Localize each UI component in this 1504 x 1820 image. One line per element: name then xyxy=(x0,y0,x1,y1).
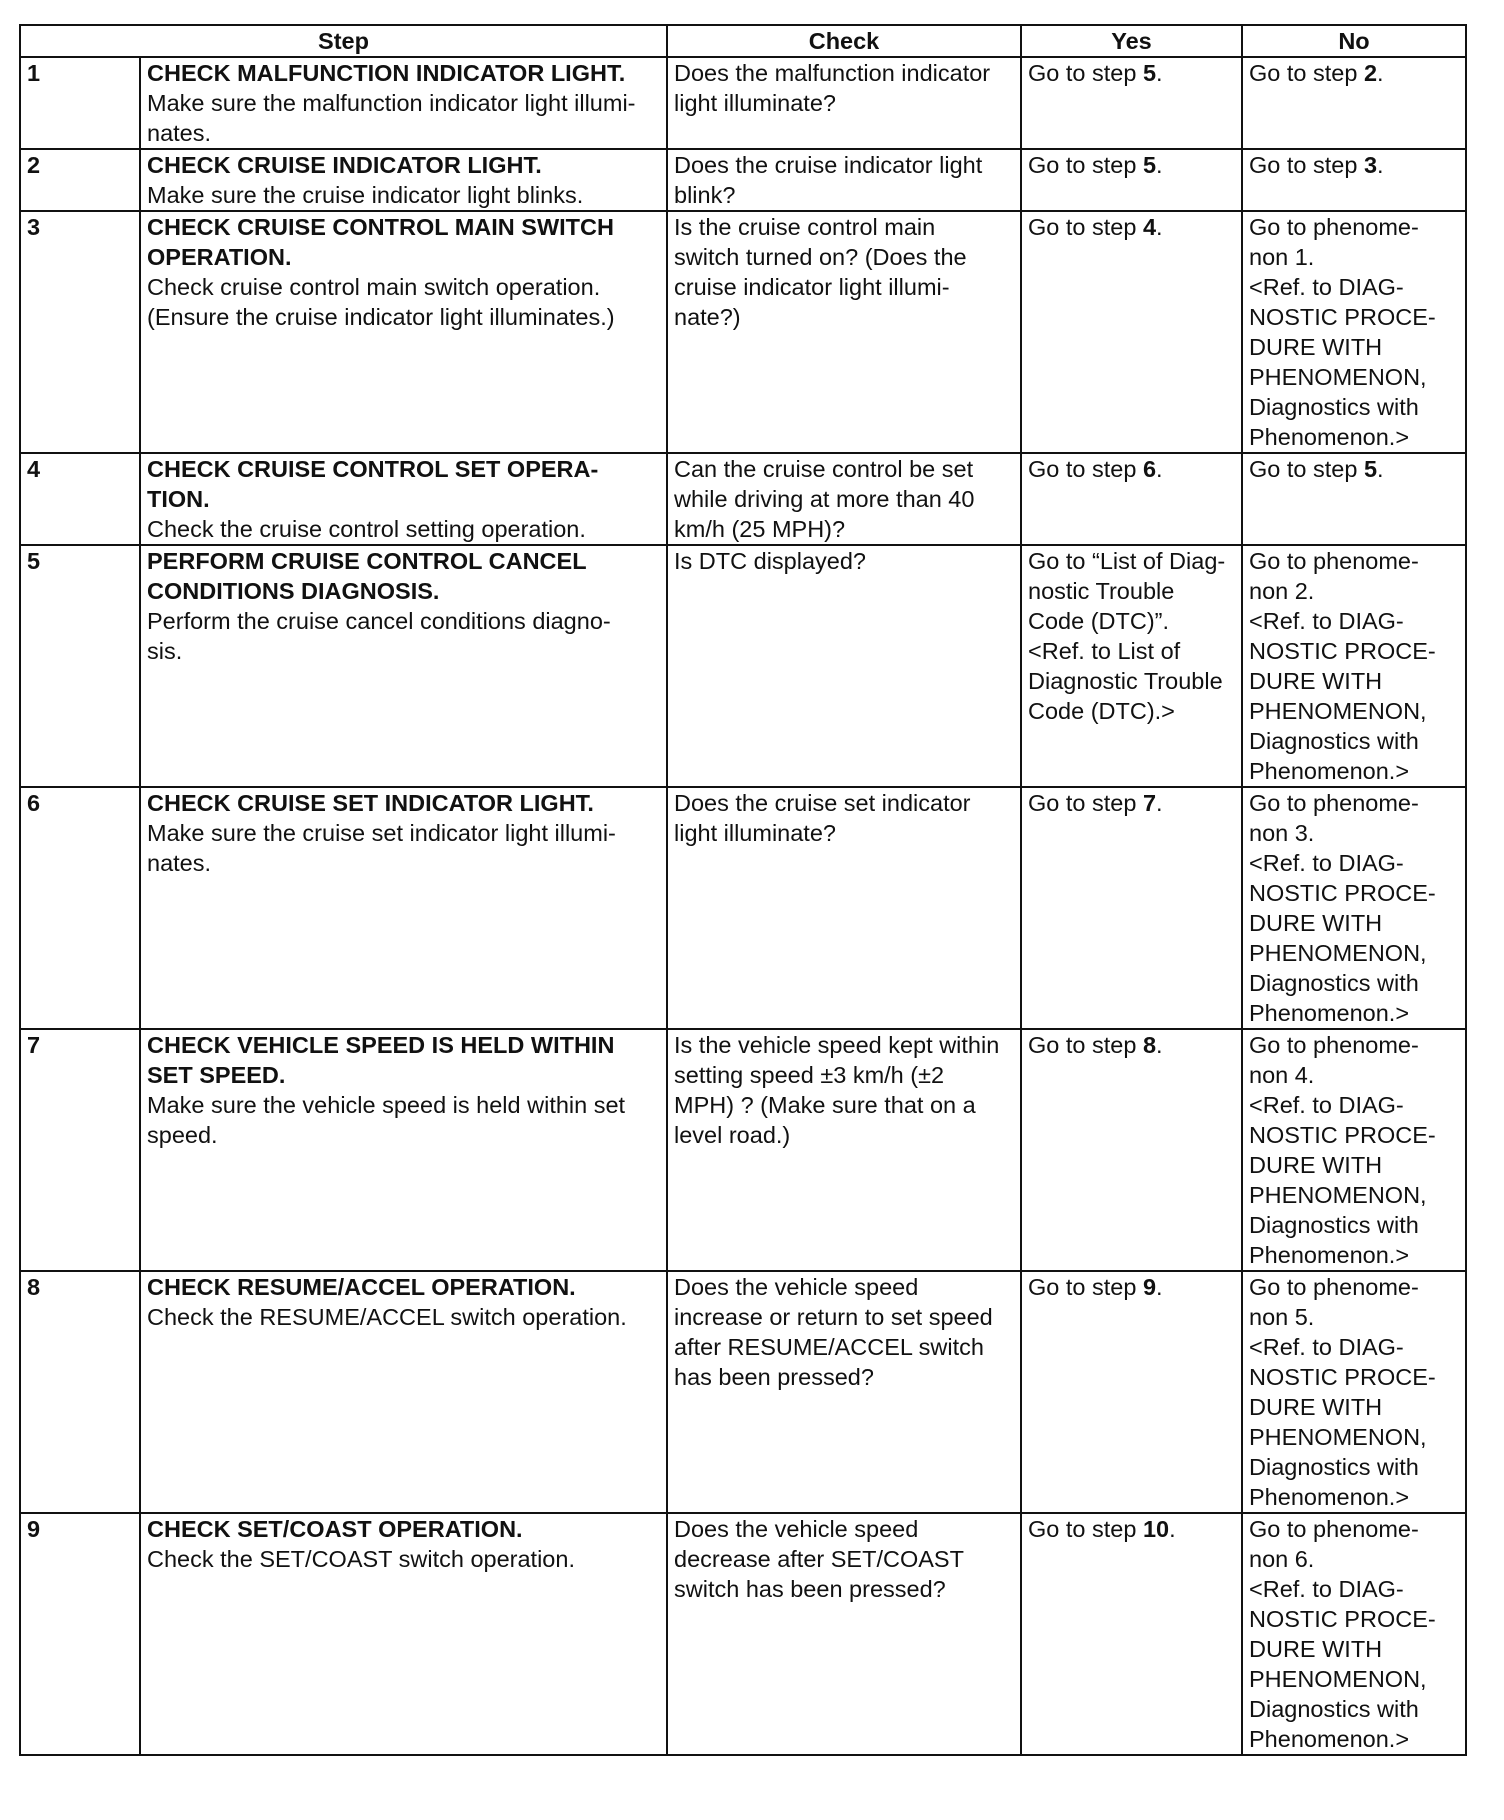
no-action: Go to phenome- non 5. <Ref. to DIAG- NOSTIC PROCE- DURE WITH PHENOMENON, Diagnostics with Phenomenon.> xyxy=(1242,1271,1466,1513)
yes-step-ref: 8 xyxy=(1142,1032,1157,1058)
table-row xyxy=(20,1029,1466,1271)
check-question: Does the vehicle speed increase or return to set speed after RESUME/ACCEL switch has been pressed? xyxy=(667,1271,1021,1513)
yes-text: . xyxy=(1156,60,1163,86)
yes-text: Go to step xyxy=(1028,1032,1143,1058)
no-text: Go to step xyxy=(1249,60,1364,86)
table-body xyxy=(20,57,1466,1755)
yes-step-ref: 9 xyxy=(1142,1274,1157,1300)
step-body: Make sure the cruise indicator light blinks. xyxy=(147,182,584,208)
yes-step-ref: 6 xyxy=(1142,456,1157,482)
step-number: 8 xyxy=(20,1271,140,1513)
step-title: CHECK RESUME/ACCEL OPERATION. xyxy=(147,1274,576,1300)
yes-text: . xyxy=(1156,214,1163,240)
step-title: CHECK VEHICLE SPEED IS HELD WITHIN SET SPEED. xyxy=(147,1032,615,1088)
yes-action: Go to “List of Diag- nostic Trouble Code (DTC)”. <Ref. to List of Diagnostic Trouble Code (DTC).> xyxy=(1021,545,1242,787)
yes-text: Go to step xyxy=(1028,60,1143,86)
check-question: Does the malfunction indicator light illuminate? xyxy=(667,57,1021,149)
yes-text: Go to step xyxy=(1028,1274,1143,1300)
no-action xyxy=(1242,149,1466,211)
step-body: Perform the cruise cancel conditions diagno- sis. xyxy=(147,608,611,664)
step-number: 2 xyxy=(20,149,140,211)
yes-action xyxy=(1021,1513,1242,1755)
step-number: 4 xyxy=(20,453,140,545)
step-description xyxy=(140,149,667,211)
yes-step-ref: 7 xyxy=(1142,790,1157,816)
yes-text: Go to step xyxy=(1028,214,1143,240)
step-body: Check the cruise control setting operation. xyxy=(147,516,586,542)
step-title: CHECK CRUISE INDICATOR LIGHT. xyxy=(147,152,542,178)
step-description xyxy=(140,1271,667,1513)
yes-text: . xyxy=(1169,1516,1176,1542)
yes-step-ref: 10 xyxy=(1142,1516,1170,1542)
yes-text: Go to step xyxy=(1028,152,1143,178)
table-row xyxy=(20,57,1466,149)
no-text: Go to step xyxy=(1249,152,1364,178)
step-description xyxy=(140,453,667,545)
step-body: Make sure the vehicle speed is held within set speed. xyxy=(147,1092,626,1148)
header-yes: Yes xyxy=(1021,25,1242,57)
check-question: Is the vehicle speed kept within setting speed ±3 km/h (±2 MPH) ? (Make sure that on a level road.) xyxy=(667,1029,1021,1271)
check-question: Is DTC displayed? xyxy=(667,545,1021,787)
step-title: CHECK CRUISE CONTROL SET OPERA- TION. xyxy=(147,456,599,512)
step-number: 6 xyxy=(20,787,140,1029)
step-body: Make sure the malfunction indicator light illumi- nates. xyxy=(147,90,636,146)
yes-action xyxy=(1021,453,1242,545)
step-body: Check the SET/COAST switch operation. xyxy=(147,1546,575,1572)
table-row xyxy=(20,453,1466,545)
yes-text: . xyxy=(1156,790,1163,816)
table-row xyxy=(20,1513,1466,1755)
check-question: Does the cruise set indicator light illuminate? xyxy=(667,787,1021,1029)
step-description xyxy=(140,787,667,1029)
yes-text: Go to step xyxy=(1028,1516,1143,1542)
yes-step-ref: 5 xyxy=(1142,60,1157,86)
step-title: CHECK CRUISE CONTROL MAIN SWITCH OPERATION. xyxy=(147,214,614,270)
step-number: 9 xyxy=(20,1513,140,1755)
check-question: Is the cruise control main switch turned on? (Does the cruise indicator light illumi- nate?) xyxy=(667,211,1021,453)
no-text: . xyxy=(1377,456,1384,482)
yes-text: . xyxy=(1156,456,1163,482)
check-question: Does the cruise indicator light blink? xyxy=(667,149,1021,211)
yes-action xyxy=(1021,57,1242,149)
table-row xyxy=(20,545,1466,787)
table-header-row xyxy=(20,25,1466,57)
no-step-ref: 2 xyxy=(1363,60,1378,86)
step-description xyxy=(140,57,667,149)
step-description xyxy=(140,1029,667,1271)
no-action: Go to phenome- non 2. <Ref. to DIAG- NOSTIC PROCE- DURE WITH PHENOMENON, Diagnostics with Phenomenon.> xyxy=(1242,545,1466,787)
no-action: Go to phenome- non 3. <Ref. to DIAG- NOSTIC PROCE- DURE WITH PHENOMENON, Diagnostics with Phenomenon.> xyxy=(1242,787,1466,1029)
yes-text: Go to step xyxy=(1028,790,1143,816)
no-text: Go to step xyxy=(1249,456,1364,482)
step-title: CHECK CRUISE SET INDICATOR LIGHT. xyxy=(147,790,594,816)
table-row xyxy=(20,1271,1466,1513)
check-question: Can the cruise control be set while driving at more than 40 km/h (25 MPH)? xyxy=(667,453,1021,545)
step-description xyxy=(140,1513,667,1755)
step-body: Make sure the cruise set indicator light illumi- nates. xyxy=(147,820,616,876)
yes-text: Go to step xyxy=(1028,456,1143,482)
step-number: 7 xyxy=(20,1029,140,1271)
step-number: 5 xyxy=(20,545,140,787)
no-step-ref: 3 xyxy=(1363,152,1378,178)
check-question: Does the vehicle speed decrease after SET/COAST switch has been pressed? xyxy=(667,1513,1021,1755)
yes-step-ref: 5 xyxy=(1142,152,1157,178)
header-no: No xyxy=(1242,25,1466,57)
no-action xyxy=(1242,57,1466,149)
no-step-ref: 5 xyxy=(1363,456,1378,482)
yes-action xyxy=(1021,1271,1242,1513)
step-body: Check cruise control main switch operation. (Ensure the cruise indicator light illuminates.) xyxy=(147,274,615,330)
step-description xyxy=(140,211,667,453)
step-number: 1 xyxy=(20,57,140,149)
yes-text: . xyxy=(1156,152,1163,178)
yes-action xyxy=(1021,149,1242,211)
header-check: Check xyxy=(667,25,1021,57)
step-description xyxy=(140,545,667,787)
yes-action xyxy=(1021,787,1242,1029)
yes-text: . xyxy=(1156,1032,1163,1058)
no-text: . xyxy=(1377,152,1384,178)
yes-action xyxy=(1021,1029,1242,1271)
no-text: . xyxy=(1377,60,1384,86)
yes-text: . xyxy=(1156,1274,1163,1300)
table-row xyxy=(20,787,1466,1029)
step-title: PERFORM CRUISE CONTROL CANCEL CONDITIONS DIAGNOSIS. xyxy=(147,548,587,604)
no-action xyxy=(1242,453,1466,545)
no-action: Go to phenome- non 1. <Ref. to DIAG- NOSTIC PROCE- DURE WITH PHENOMENON, Diagnostics with Phenomenon.> xyxy=(1242,211,1466,453)
step-body: Check the RESUME/ACCEL switch operation. xyxy=(147,1304,627,1330)
no-action: Go to phenome- non 6. <Ref. to DIAG- NOSTIC PROCE- DURE WITH PHENOMENON, Diagnostics with Phenomenon.> xyxy=(1242,1513,1466,1755)
table-row xyxy=(20,149,1466,211)
no-action: Go to phenome- non 4. <Ref. to DIAG- NOSTIC PROCE- DURE WITH PHENOMENON, Diagnostics with Phenomenon.> xyxy=(1242,1029,1466,1271)
step-title: CHECK SET/COAST OPERATION. xyxy=(147,1516,523,1542)
header-step: Step xyxy=(20,25,667,57)
step-title: CHECK MALFUNCTION INDICATOR LIGHT. xyxy=(147,60,626,86)
table-row xyxy=(20,211,1466,453)
yes-step-ref: 4 xyxy=(1142,214,1157,240)
diagnostic-table xyxy=(19,24,1467,1756)
step-number: 3 xyxy=(20,211,140,453)
yes-action xyxy=(1021,211,1242,453)
